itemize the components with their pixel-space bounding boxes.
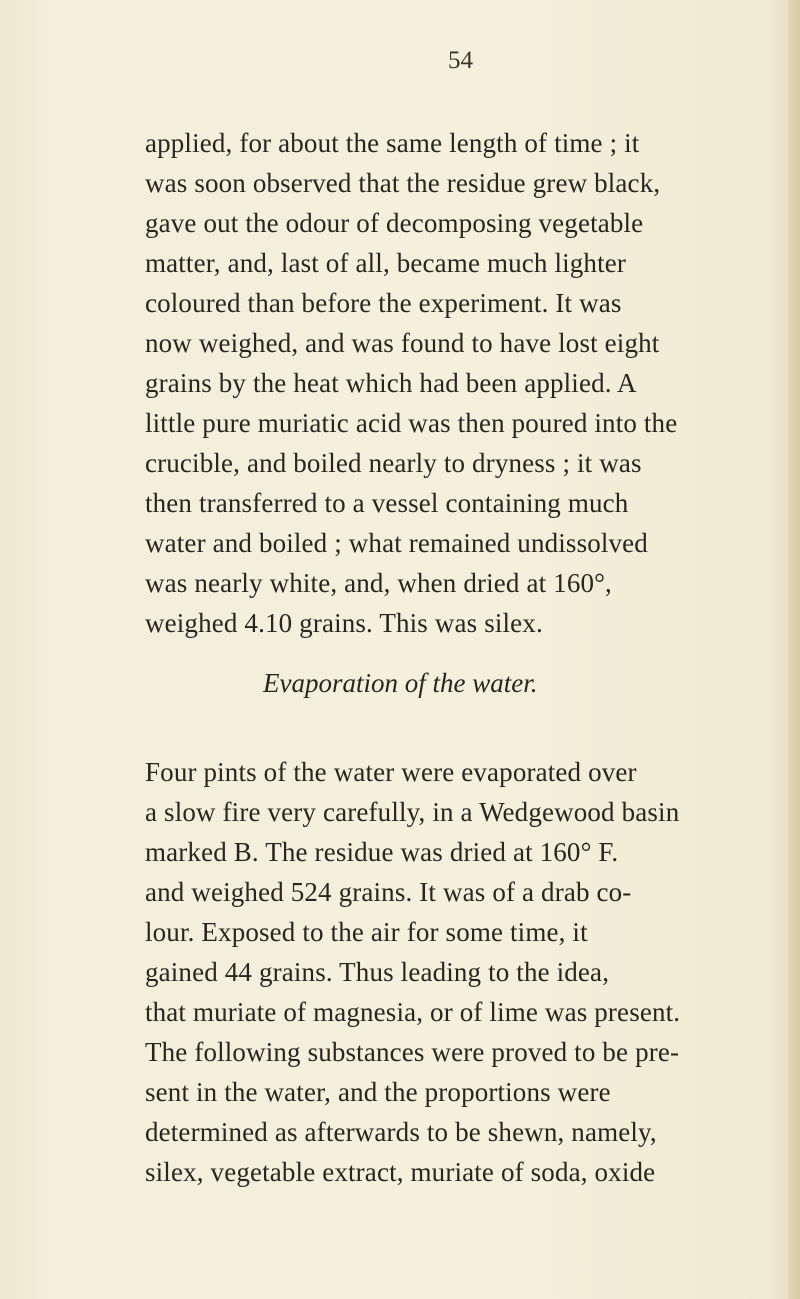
text-line: gave out the odour of decomposing vegetable	[145, 208, 644, 238]
text-line: determined as afterwards to be shewn, namely,	[145, 1117, 657, 1147]
text-line: a slow fire very carefully, in a Wedgewood basin	[145, 797, 680, 827]
text-line: was nearly white, and, when dried at 160°,	[145, 568, 612, 598]
page-number: 54	[448, 47, 473, 74]
text-line: coloured than before the experiment. It was	[145, 288, 622, 318]
text-line: now weighed, and was found to have lost eight	[145, 328, 660, 358]
text-line: weighed 4.10 grains. This was silex.	[145, 608, 543, 638]
text-line: then transferred to a vessel containing much	[145, 488, 629, 518]
text-line: that muriate of magnesia, or of lime was present.	[145, 997, 681, 1027]
text-line: Four pints of the water were evaporated over	[145, 757, 637, 787]
text-line: lour. Exposed to the air for some time, it	[145, 917, 588, 947]
text-line: little pure muriatic acid was then poured into the	[145, 408, 678, 438]
text-line: water and boiled ; what remained undissolved	[145, 528, 648, 558]
text-line: was soon observed that the residue grew black,	[145, 168, 661, 198]
text-line: silex, vegetable extract, muriate of soda, oxide	[145, 1157, 656, 1187]
text-line: matter, and, last of all, became much lighter	[145, 248, 626, 278]
text-line: and weighed 524 grains. It was of a drab co-	[145, 877, 632, 907]
text-line: crucible, and boiled nearly to dryness ; it was	[145, 448, 642, 478]
section-heading: Evaporation of the water.	[263, 668, 538, 698]
text-line: gained 44 grains. Thus leading to the idea,	[145, 957, 610, 987]
page-edge	[788, 0, 800, 1299]
text-line: applied, for about the same length of time ; it	[145, 128, 640, 158]
text-line: sent in the water, and the proportions were	[145, 1077, 611, 1107]
text-line: The following substances were proved to be pre-	[145, 1037, 680, 1067]
text-line: marked B. The residue was dried at 160° F.	[145, 837, 619, 867]
text-line: grains by the heat which had been applied. A	[145, 368, 637, 398]
